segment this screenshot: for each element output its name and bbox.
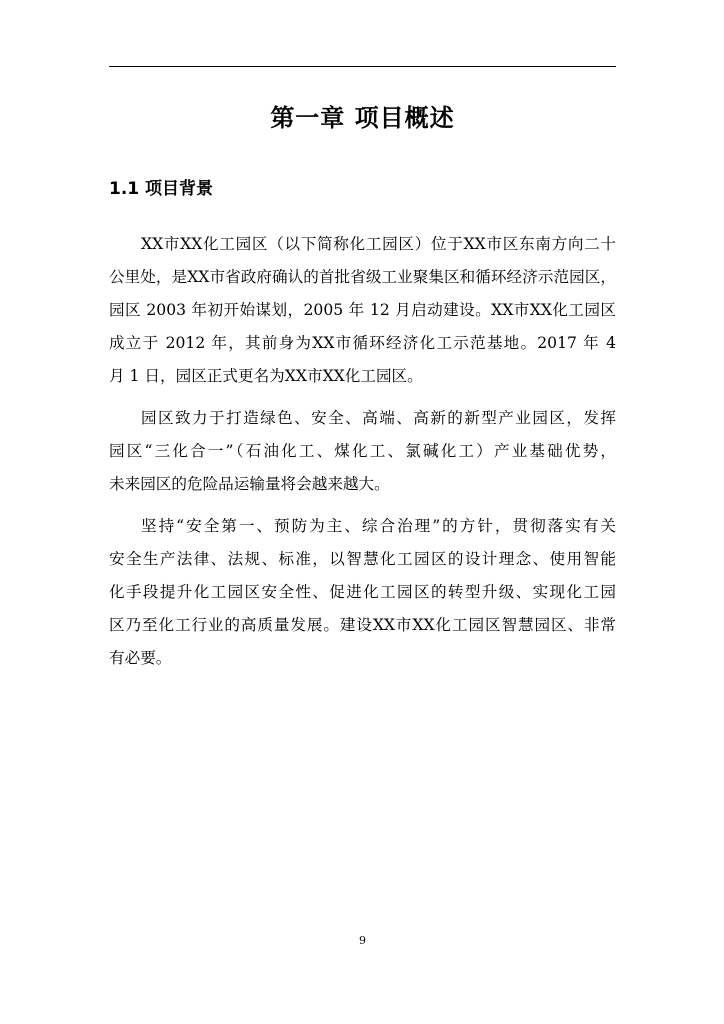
text-line: 坚持“安全第一、预防为主、综合治理”的方针，贯彻落实有关 (141, 517, 616, 535)
header-rule (109, 66, 616, 67)
text-line: 公里处，是XX市省政府确认的首批省级工业聚集区和循环经济示范园区， (109, 268, 616, 286)
page-number: 9 (359, 934, 366, 947)
text-line: 未来园区的危险品运输量将会越来越大。 (109, 475, 390, 493)
body-text (109, 228, 616, 684)
text-line: 园区“三化合一”（石油化工、煤化工、氯碱化工）产业基础优势， (109, 442, 616, 460)
text-line: 园区 2003 年初开始谋划，2005 年 12 月启动建设。XX市XX化工园区 (109, 301, 616, 319)
text-line: 园区致力于打造绿色、安全、高端、高新的新型产业园区，发挥 (141, 409, 616, 427)
text-line: 月 1 日，园区正式更名为XX市XX化工园区。 (109, 367, 423, 385)
text-line: 安全生产法律、法规、标准，以智慧化工园区的设计理念、使用智能 (109, 550, 616, 568)
paragraph-1 (109, 228, 616, 393)
text-line: XX市XX化工园区（以下简称化工园区）位于XX市区东南方向二十 (141, 235, 616, 253)
chapter-title: 第一章 项目概述 (270, 104, 455, 132)
text-line: 有必要。 (109, 649, 172, 667)
text-line: 成立于 2012 年，其前身为XX市循环经济化工示范基地。2017 年 4 (109, 334, 616, 352)
paragraph-3 (109, 510, 616, 675)
section-title: 1.1 项目背景 (109, 179, 214, 199)
text-line: 区乃至化工行业的高质量发展。建设XX市XX化工园区智慧园区、非常 (109, 616, 616, 634)
text-line: 化手段提升化工园区安全性、促进化工园区的转型升级、实现化工园 (109, 583, 616, 601)
paragraph-2 (109, 402, 616, 501)
